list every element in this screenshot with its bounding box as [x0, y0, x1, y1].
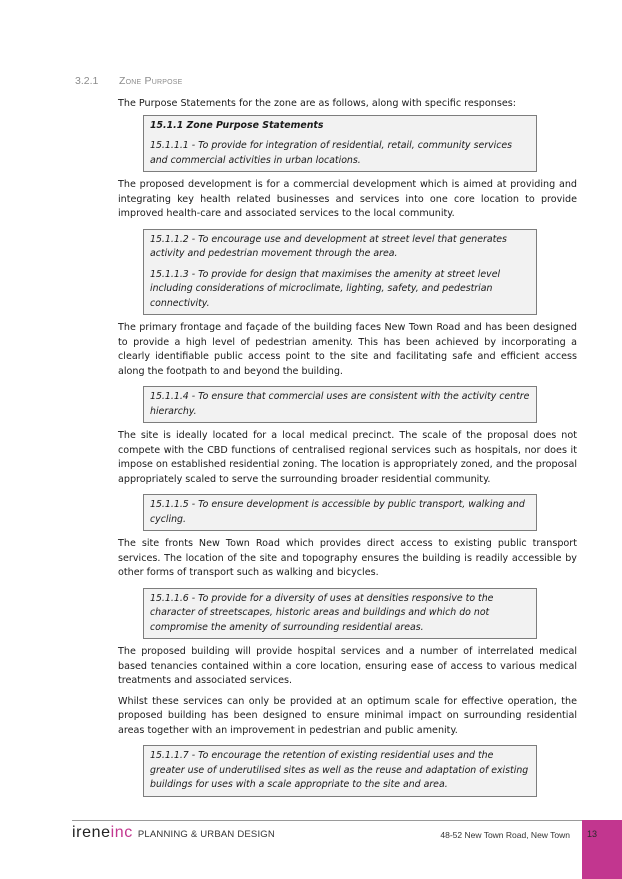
purpose-statement: 15.1.1.7 - To encourage the retention of existing residential uses and the greater use of underutilised sites as well as the reuse and adaptation of existing buildings for uses with a scale appropriate to the site and area.	[150, 750, 529, 790]
footer-divider	[72, 820, 582, 821]
response-paragraph: The proposed development is for a commercial development which is aimed at providing and integrating key health related businesses and services into one core location to provide improved health-care and associated services to the local community.	[118, 179, 577, 219]
purpose-statement: 15.1.1.4 - To ensure that commercial uses are consistent with the activity centre hierarchy.	[150, 391, 530, 417]
company-logo	[72, 824, 275, 842]
response-paragraph: The site fronts New Town Road which provides direct access to existing public transport services. The location of the site and topography ensures the building is readily accessible by other forms of transport such as walking and bicycles.	[118, 538, 577, 578]
footer-address: 48-52 New Town Road, New Town	[440, 830, 570, 840]
section-number: 3.2.1	[75, 75, 99, 87]
purpose-statement: 15.1.1.6 - To provide for a diversity of uses at densities responsive to the character of streetscapes, historic areas and buildings and which do not compromise the amenity of surrounding residential areas.	[150, 592, 494, 633]
purpose-statement: 15.1.1.3 - To provide for design that maximises the amenity at street level including considerations of microclimate, lighting, safety, and pedestrian connectivity.	[150, 268, 501, 309]
response-paragraph: The primary frontage and façade of the building faces New Town Road and has been designed to provide a high level of pedestrian amenity. This has been achieved by incorporating a clearly identifiable public access point to the site and facilitating safe and efficient access along the footpath to and beyond the building.	[118, 322, 577, 377]
response-paragraph: The proposed building will provide hospital services and a number of interrelated medical based tenancies contained within a core location, ensuring ease of access to various medical treatments and associated services.	[118, 646, 577, 686]
section-heading	[75, 75, 182, 87]
purpose-statement: 15.1.1.2 - To encourage use and development at street level that generates activity and pedestrian movement through the area.	[150, 233, 507, 259]
page-content	[118, 97, 577, 797]
purpose-statement-box	[143, 588, 537, 640]
purpose-statement-box	[143, 229, 537, 316]
purpose-statement-box	[143, 386, 537, 423]
purpose-statement: 15.1.1.5 - To ensure development is accessible by public transport, walking and cycling.	[150, 499, 525, 525]
section-title: Zone Purpose	[119, 75, 183, 87]
logo-tagline: PLANNING & URBAN DESIGN	[137, 829, 275, 840]
purpose-statement-box	[143, 115, 537, 173]
logo-text-inc: inc	[110, 824, 133, 841]
purpose-statement-box	[143, 494, 537, 531]
response-paragraph: Whilst these services can only be provided at an optimum scale for effective operation, the proposed building has been designed to ensure minimal impact on surrounding residential areas together with an improvement in pedestrian and public amenity.	[118, 695, 577, 736]
page-number: 13	[587, 829, 598, 839]
purpose-statement-box	[143, 745, 537, 797]
box-heading: 15.1.1 Zone Purpose Statements	[150, 119, 324, 131]
response-paragraph: The site is ideally located for a local medical precinct. The scale of the proposal does not compete with the CBD functions of centralised regional services such as hospitals, nor does it impose on established residential zoning. The location is appropriately zoned, and the proposal appropriately scaled to serve the surrounding broader residential community.	[118, 430, 577, 485]
logo-text-irene: irene	[72, 824, 111, 841]
purpose-statement: 15.1.1.1 - To provide for integration of residential, retail, community services and commercial activities in urban locations.	[150, 140, 513, 166]
intro-paragraph: The Purpose Statements for the zone are as follows, along with specific responses:	[118, 98, 516, 109]
